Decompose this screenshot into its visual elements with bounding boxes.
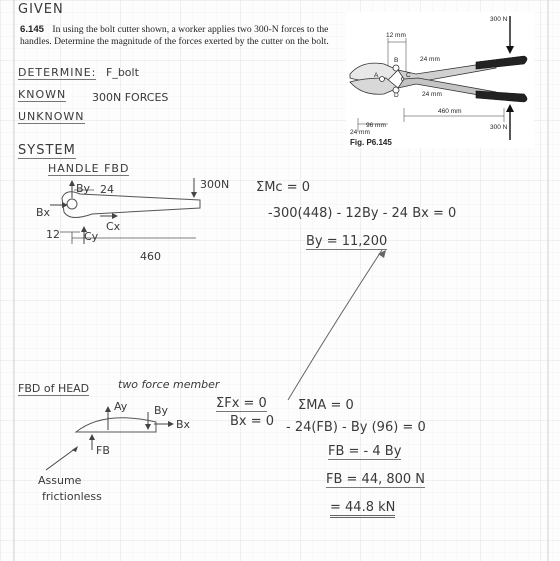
handle-label-cy: Cy (84, 230, 99, 243)
head-fbd-note: two force member (118, 378, 220, 391)
head-eq-expanded: - 24(FB) - By (96) = 0 (286, 420, 426, 435)
problem-number: 6.145 (20, 24, 45, 35)
head-eq-bx-result: Bx = 0 (230, 414, 275, 429)
head-label-frictionless: frictionless (42, 490, 102, 503)
head-label-by: By (154, 404, 169, 417)
heading-system: SYSTEM (18, 143, 76, 158)
handle-eq-by-result: By = 11,200 (306, 234, 388, 249)
head-fbd-title: FBD of HEAD (18, 382, 90, 395)
handle-label-by: By (76, 182, 91, 195)
known-value: 300N FORCES (92, 91, 169, 104)
handle-label-300n: 300N (200, 178, 230, 191)
determine-value: F_bolt (106, 66, 139, 79)
heading-determine: DETERMINE: (18, 66, 97, 79)
head-label-bx: Bx (176, 418, 191, 431)
label-dim-96: 96 mm (366, 122, 386, 129)
head-eq-fb-value: FB = 44, 800 N (326, 472, 426, 487)
heading-known: KNOWN (18, 88, 67, 101)
label-dim-12: 12 mm (386, 32, 406, 39)
label-dim-24a: 24 mm (420, 56, 440, 63)
head-eq-moment-a: ΣMA = 0 (298, 398, 354, 413)
head-eq-final-answer: = 44.8 kN (330, 500, 395, 518)
heading-given: GIVEN (18, 2, 64, 17)
handle-eq-moment-c: ΣMc = 0 (256, 180, 311, 195)
head-label-fb: FB (96, 444, 110, 457)
label-point-d: D (394, 92, 399, 99)
handle-label-24: 24 (100, 183, 114, 196)
label-dim-24b: 24 mm (422, 91, 442, 98)
label-point-b: B (394, 57, 399, 64)
handle-label-bx: Bx (36, 206, 51, 219)
label-force-top: 300 N (490, 16, 508, 23)
figure-caption: Fig. P6.145 (350, 138, 392, 147)
handle-label-460: 460 (140, 250, 161, 263)
head-eq-fb-relation: FB = - 4 By (328, 444, 402, 459)
label-dim-24c: 24 mm (350, 129, 370, 136)
label-point-c: C (406, 72, 411, 79)
head-eq-sum-fx: ΣFx = 0 (216, 396, 267, 411)
handle-fbd-title: HANDLE FBD (48, 162, 130, 175)
head-label-ay: Ay (114, 400, 128, 413)
label-dim-460: 460 mm (438, 108, 462, 115)
handle-eq-expanded: -300(448) - 12By - 24 Bx = 0 (268, 206, 457, 221)
head-label-assume: Assume (38, 474, 82, 487)
problem-text: In using the bolt cutter shown, a worker applies two 300-N forces to the handles. Determine the magnitude of the forces exerted by the cutter on the bolt. (20, 24, 329, 47)
label-force-bottom: 300 N (490, 124, 508, 131)
label-point-a: A (374, 72, 379, 79)
heading-unknown: UNKNOWN (18, 110, 85, 123)
handle-label-12: 12 (46, 228, 60, 241)
handle-label-cx: Cx (106, 220, 121, 233)
